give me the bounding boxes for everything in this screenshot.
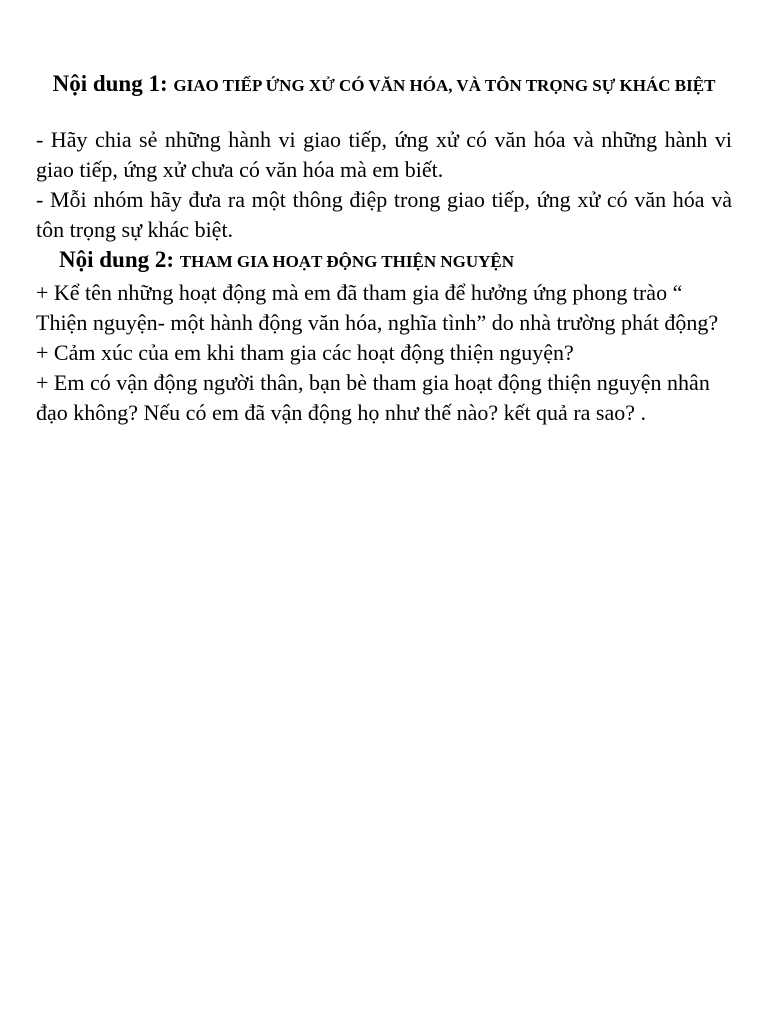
section-2-lead: Nội dung 2: [59, 247, 180, 272]
section-2-title: THAM GIA HOẠT ĐỘNG THIỆN NGUYỆN [179, 252, 515, 271]
section-1-lead: Nội dung 1 [52, 71, 160, 96]
section-2-heading [59, 245, 732, 278]
section-1-title: GIAO TIẾP ỨNG XỬ CÓ VĂN HÓA, VÀ TÔN TRỌNG SỰ KHÁC BIỆT [173, 76, 716, 95]
section-1-item: - Mỗi nhóm hãy đưa ra một thông điệp trong giao tiếp, ứng xử có văn hóa và tôn trọng sự khác biệt. [36, 187, 732, 242]
section-2-item: + Cảm xúc của em khi tham gia các hoạt động thiện nguyện? [36, 340, 574, 365]
section-1-item: - Hãy chia sẻ những hành vi giao tiếp, ứng xử có văn hóa và những hành vi giao tiếp, ứng xử chưa có văn hóa mà em biết. [36, 127, 732, 182]
section-1-separator: : [159, 71, 174, 96]
section-2-item: + Em có vận động người thân, bạn bè tham gia hoạt động thiện nguyện nhân đạo không? Nếu có em đã vận động họ như thế nào? kết quả ra sao? . [36, 370, 710, 425]
section-1-heading [36, 72, 732, 99]
document-content [36, 72, 732, 428]
section-2-item: + Kể tên những hoạt động mà em đã tham gia để hưởng ứng phong trào “ Thiện nguyện- một hành động văn hóa, nghĩa tình” do nhà trường phát động? [36, 280, 719, 335]
